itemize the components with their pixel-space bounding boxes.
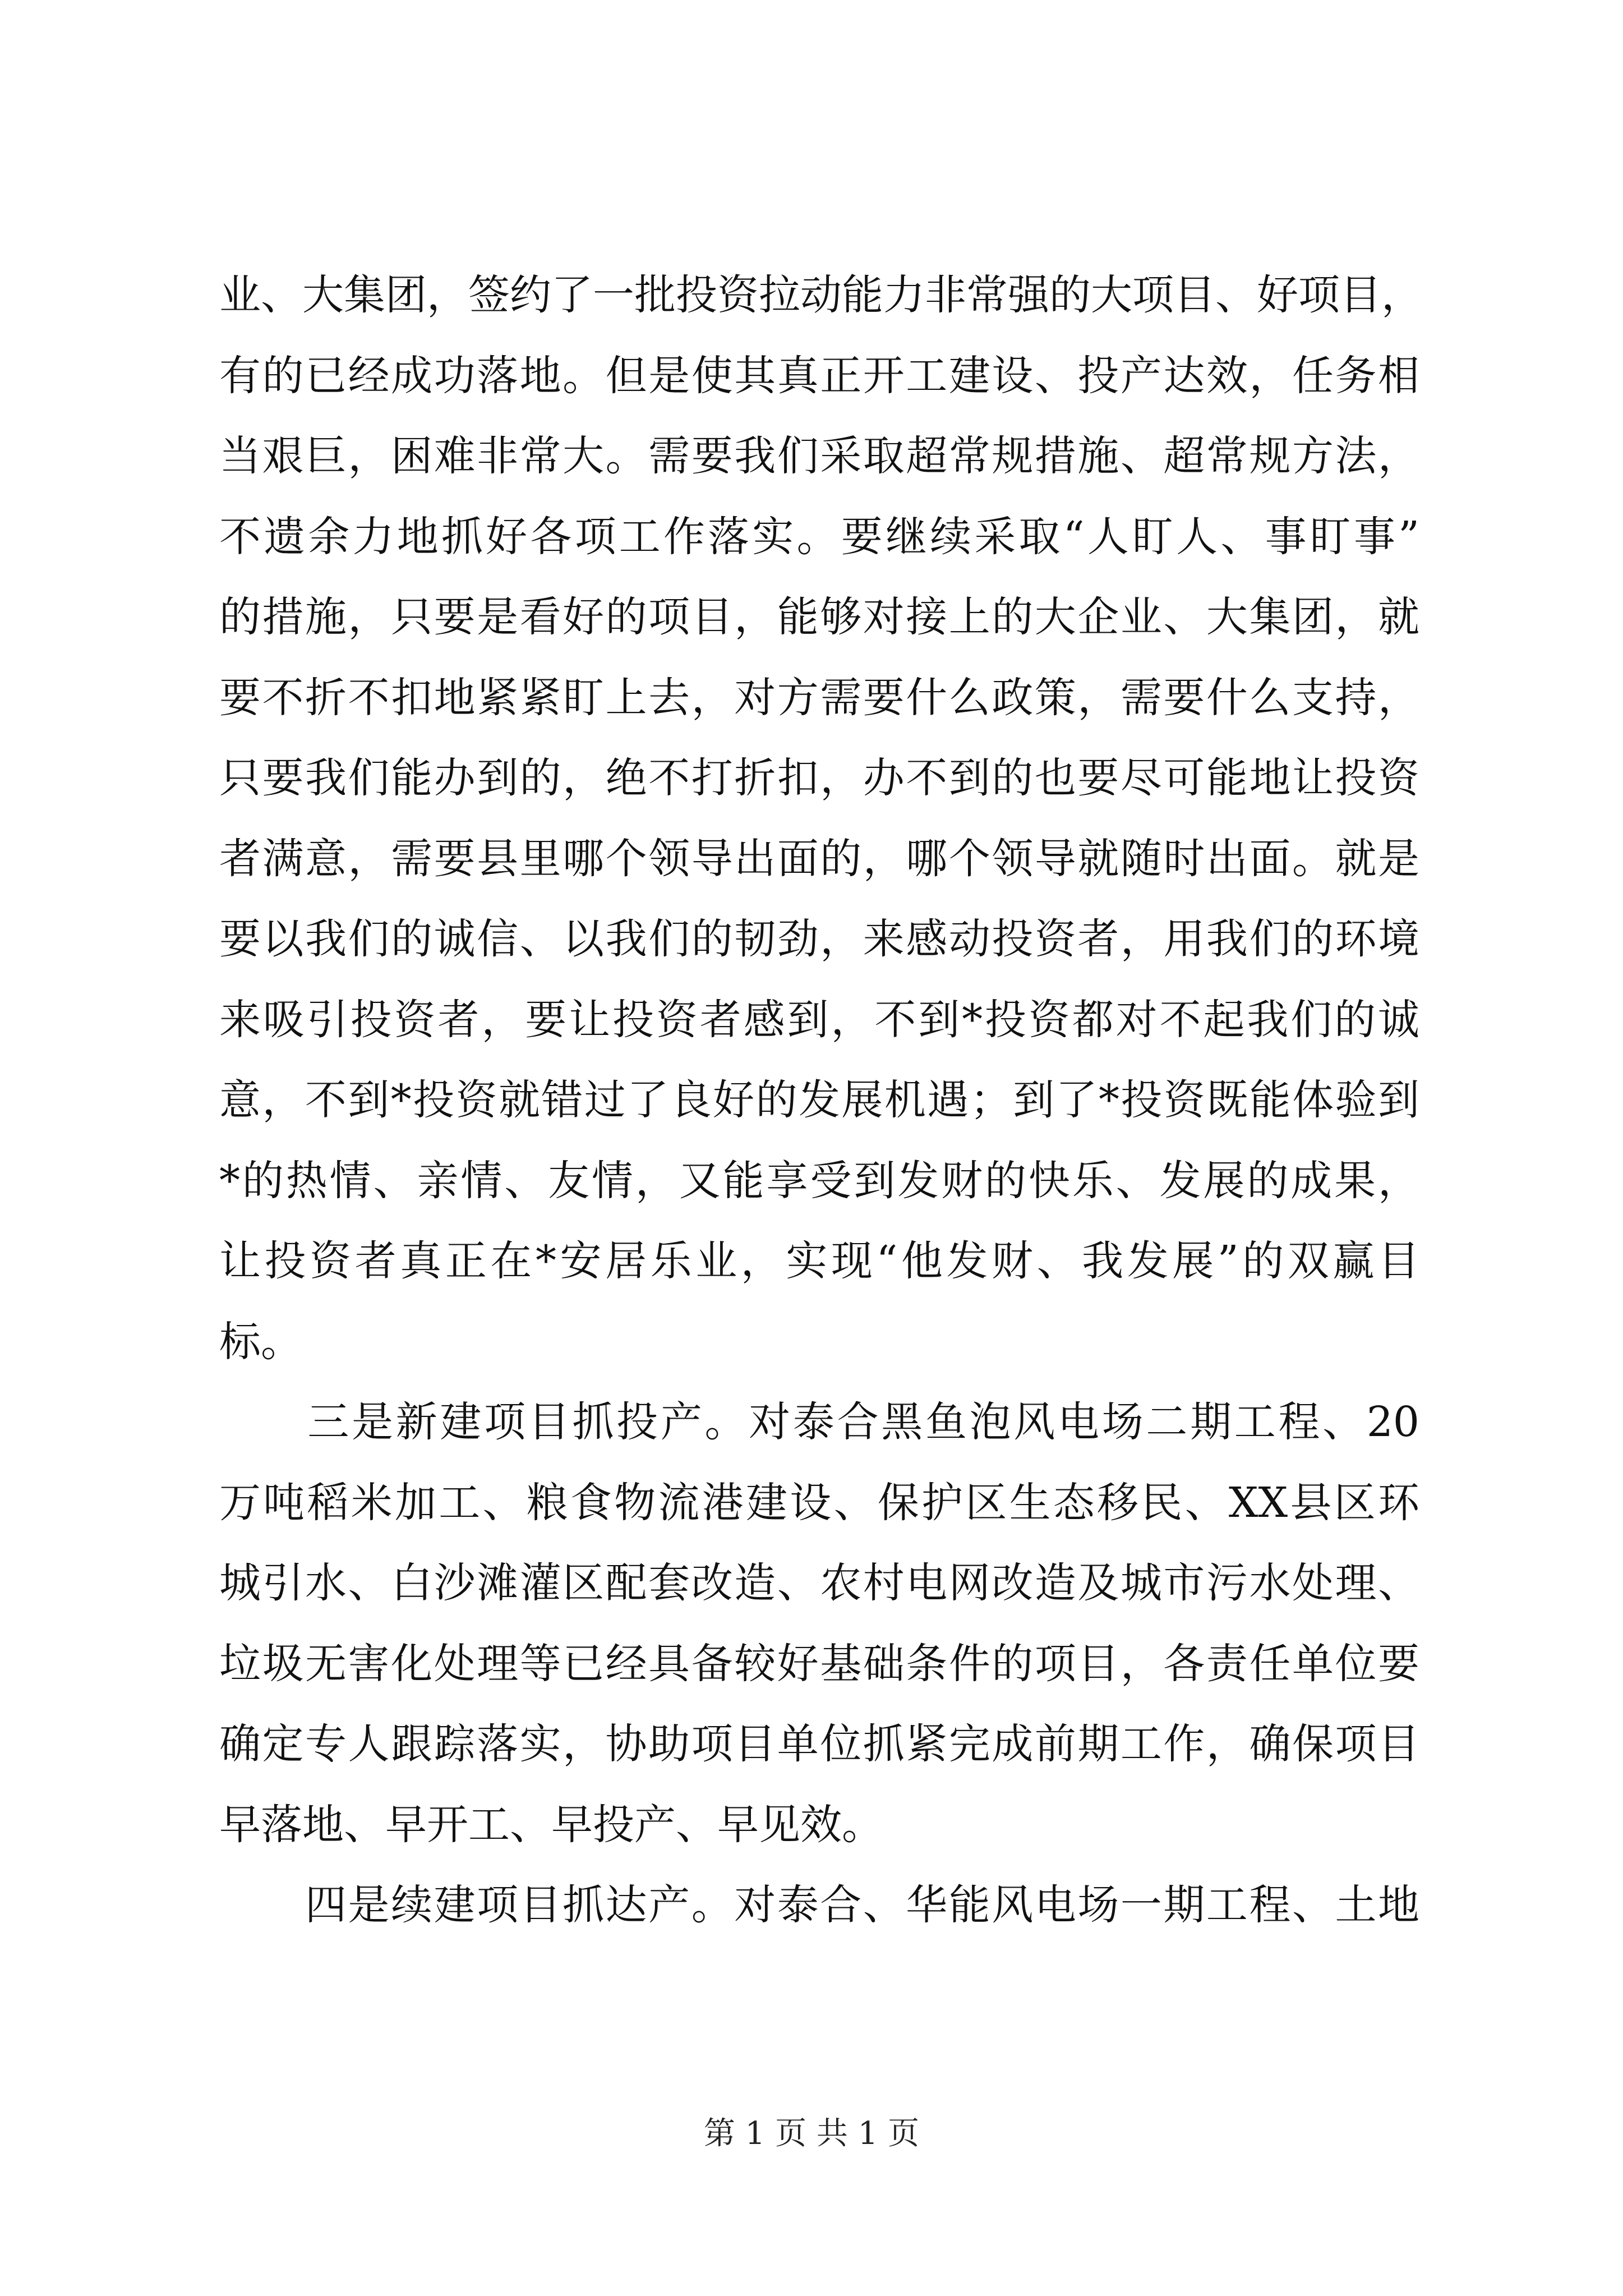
text-line: 确定专人跟踪落实，协助项目单位抓紧完成前期工作，确保项目 bbox=[219, 1720, 1419, 1768]
text-line: 当艰巨，困难非常大。需要我们采取超常规措施、超常规方法， bbox=[219, 432, 1419, 480]
text-line: 意，不到*投资就错过了良好的发展机遇；到了*投资既能体验到 bbox=[219, 1076, 1419, 1124]
text-line: 要以我们的诚信、以我们的韧劲，来感动投资者，用我们的环境 bbox=[219, 915, 1419, 963]
text-line: 业、大集团，签约了一批投资拉动能力非常强的大项目、好项目， bbox=[219, 271, 1423, 319]
text-line: 三是新建项目抓投产。对泰合黑鱼泡风电场二期工程、20 bbox=[219, 1398, 1419, 1446]
text-line: 四是续建项目抓达产。对泰合、华能风电场一期工程、土地 bbox=[219, 1881, 1419, 1929]
text-line: 标。 bbox=[219, 1317, 302, 1366]
text-line: 垃圾无害化处理等已经具备较好基础条件的项目，各责任单位要 bbox=[219, 1639, 1419, 1688]
text-line: 让投资者真正在*安居乐业，实现“他发财、我发展”的双赢目 bbox=[219, 1237, 1419, 1285]
page-footer: 第 1 页 共 1 页 bbox=[703, 2115, 920, 2152]
text-line: 只要我们能办到的，绝不打折扣，办不到的也要尽可能地让投资 bbox=[219, 754, 1419, 802]
text-line: 城引水、白沙滩灌区配套改造、农村电网改造及城市污水处理、 bbox=[219, 1559, 1419, 1607]
text-line: *的热情、亲情、友情，又能享受到发财的快乐、发展的成果， bbox=[219, 1156, 1419, 1205]
text-line: 早落地、早开工、早投产、早见效。 bbox=[219, 1800, 883, 1849]
text-line: 要不折不扣地紧紧盯上去，对方需要什么政策，需要什么支持， bbox=[219, 673, 1419, 722]
text-line: 的措施，只要是看好的项目，能够对接上的大企业、大集团，就 bbox=[219, 593, 1419, 641]
text-line: 不遗余力地抓好各项工作落实。要继续采取“人盯人、事盯事” bbox=[219, 512, 1419, 561]
text-line: 万吨稻米加工、粮食物流港建设、保护区生态移民、XX县区环 bbox=[219, 1478, 1419, 1527]
document-body bbox=[219, 255, 1423, 1946]
text-line: 有的已经成功落地。但是使其真正开工建设、投产达效，任务相 bbox=[219, 351, 1419, 400]
text-line: 者满意，需要县里哪个领导出面的，哪个领导就随时出面。就是 bbox=[219, 834, 1419, 883]
text-line: 来吸引投资者，要让投资者感到，不到*投资都对不起我们的诚 bbox=[219, 995, 1419, 1044]
